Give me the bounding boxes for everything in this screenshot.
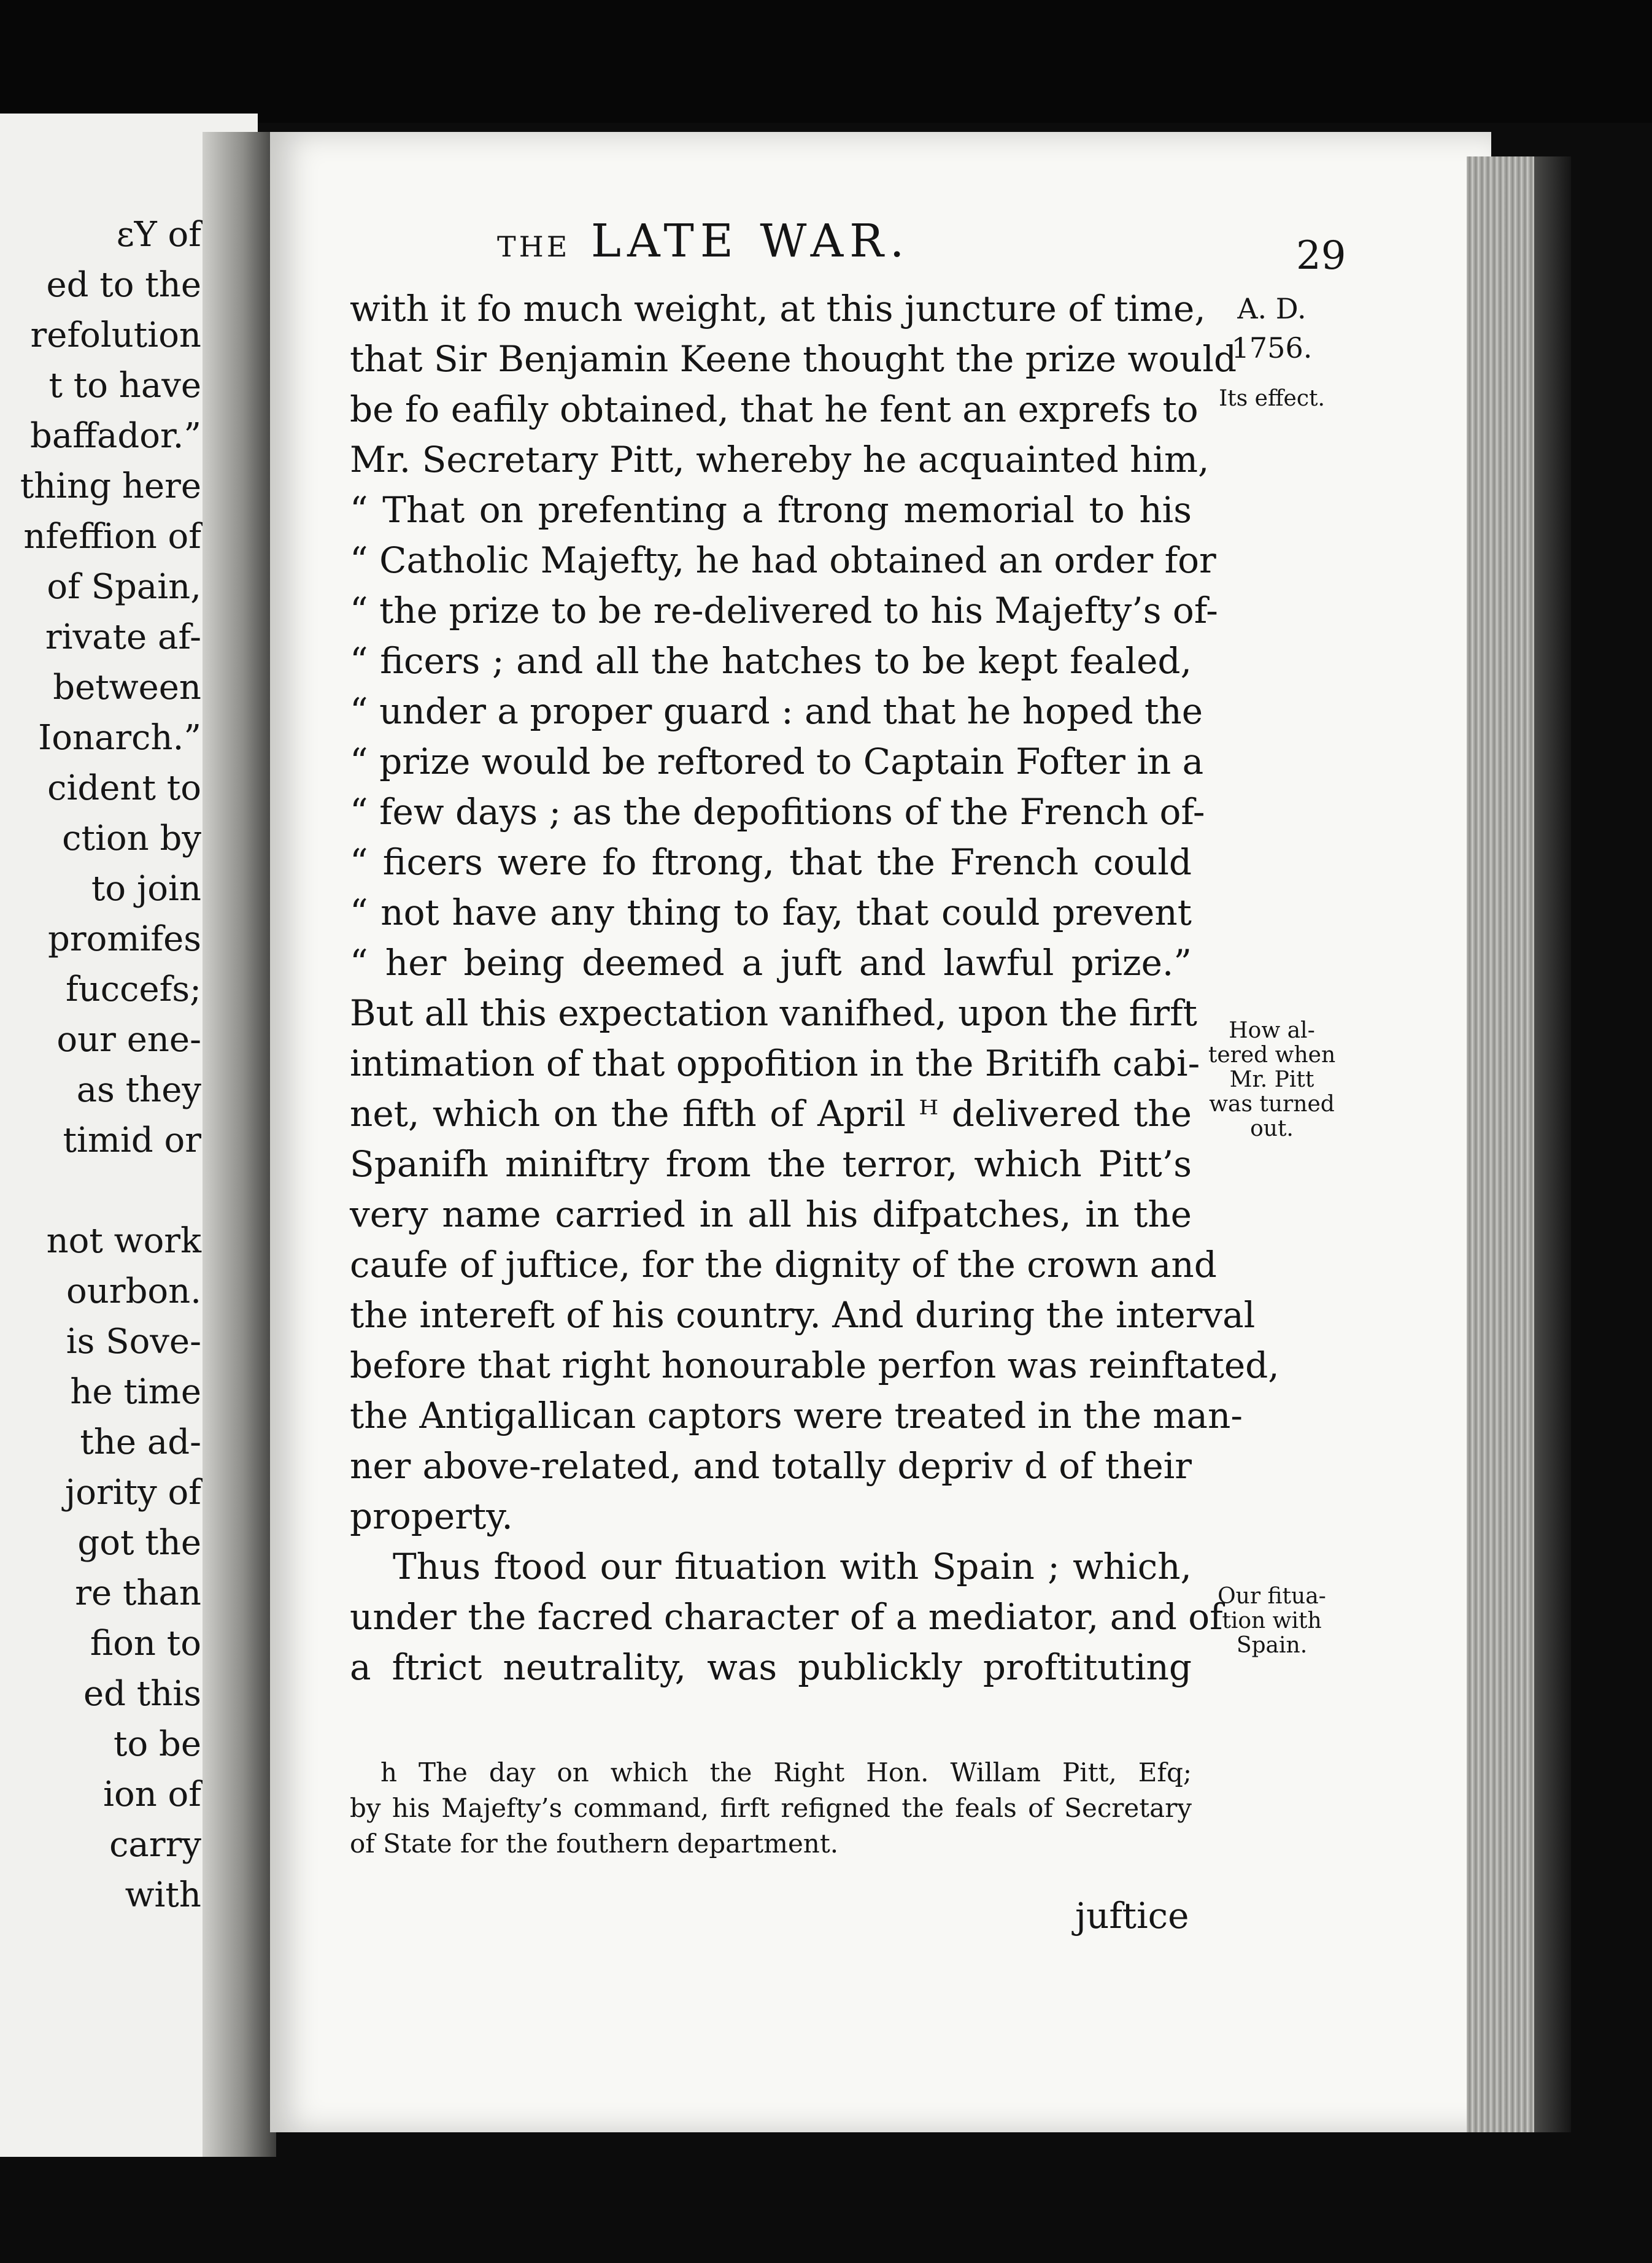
text-line: Spanifh miniftry from the terror, which Pitt’s [350, 1143, 1192, 1185]
text-line: very name carried in all his difpatches, in the [350, 1193, 1192, 1235]
running-head-title: LATE WAR. [590, 215, 911, 268]
catchword: juftice [1075, 1895, 1189, 1937]
marginal-note-line: tered when [1208, 1043, 1336, 1068]
text-line: Mr. Secretary Pitt, whereby he acquainted him, [350, 439, 1210, 480]
left-fragment-line: fuccefs; [66, 970, 201, 1009]
left-fragment-line: Ionarch.” [38, 718, 201, 758]
text-line: ner above-related, and totally depriv d of their [350, 1445, 1192, 1487]
left-fragment-line: to be [113, 1724, 201, 1764]
left-fragment-line: ction by [62, 819, 201, 858]
left-fragment-line: ɛY of [116, 215, 201, 255]
marginal-note-line: tion with [1222, 1608, 1322, 1633]
scan-background [0, 0, 1652, 123]
left-fragment-line: thing here [20, 466, 201, 506]
text-line: that Sir Benjamin Keene thought the prize would [350, 338, 1237, 380]
text-line: property. [350, 1495, 513, 1537]
left-fragment-line: refolution [30, 315, 201, 355]
text-line: “ That on prefenting a ftrong memorial to his [350, 489, 1192, 531]
page-edge [1467, 156, 1534, 2132]
text-line: the Antigallican captors were treated in the man- [350, 1395, 1243, 1436]
marginal-note-line: Mr. Pitt [1229, 1067, 1314, 1092]
text-line: “ not have any thing to fay, that could prevent [350, 892, 1192, 933]
left-fragment-line: not work [46, 1221, 201, 1261]
text-line: be fo eafily obtained, that he fent an exprefs to [350, 388, 1198, 430]
book-cover-edge [1534, 156, 1571, 2132]
marginal-note-line: Our fitua- [1218, 1584, 1326, 1609]
text-line: net, which on the fifth of April ᴴ delivered the [350, 1093, 1192, 1135]
text-line: “ under a proper guard : and that he hoped the [350, 690, 1203, 732]
marginal-note-line: How al- [1229, 1018, 1315, 1043]
left-fragment-line: to join [91, 869, 201, 909]
left-fragment-line: as they [76, 1070, 201, 1110]
left-fragment-line: ed this [83, 1674, 201, 1714]
left-fragment-line: rivate af- [45, 617, 201, 657]
footnote-line: h The day on which the Right Hon. Willam Pitt, Efq; [380, 1757, 1192, 1787]
left-fragment-line: fion to [90, 1624, 201, 1664]
left-fragment-line: ed to the [46, 265, 201, 305]
left-fragment-line: t to have [48, 366, 201, 406]
left-fragment-line: nfeffion of [23, 517, 201, 557]
left-fragment-line: promifes [48, 919, 201, 959]
text-line: But all this expectation vanifhed, upon the firft [350, 992, 1197, 1034]
left-fragment-line: carry [109, 1825, 201, 1865]
page-number: 29 [1296, 233, 1346, 279]
book-gutter [203, 132, 276, 2157]
marginal-note-line: out. [1250, 1116, 1294, 1141]
text-line: Thus ftood our fituation with Spain ; which, [393, 1546, 1192, 1587]
marginal-year-label: A. D. [1237, 292, 1307, 325]
text-line: “ ficers were fo ftrong, that the French could [350, 841, 1192, 883]
text-line: with it fo much weight, at this juncture of time, [350, 288, 1206, 330]
text-line: “ her being deemed a juft and lawful prize.” [350, 942, 1192, 984]
left-fragment-line: baffador.” [29, 416, 201, 456]
text-line: “ the prize to be re-delivered to his Majefty’s of- [350, 590, 1218, 631]
left-fragment-line: cident to [47, 768, 201, 808]
marginal-note-effect: Its effect. [1219, 386, 1325, 411]
text-line: a ftrict neutrality, was publickly proftituting [350, 1646, 1192, 1688]
footnote-line: by his Majefty’s command, firft refigned the feals of Secretary [350, 1793, 1192, 1823]
left-fragment-line: he time [70, 1372, 201, 1412]
marginal-note-line: was turned [1209, 1092, 1335, 1117]
left-fragment-line: of Spain, [47, 567, 201, 607]
text-line: under the facred character of a mediator, and of [350, 1596, 1223, 1638]
text-line: intimation of that oppofition in the Britifh cabi- [350, 1043, 1200, 1084]
text-line: “ Catholic Majefty, he had obtained an order for [350, 539, 1216, 581]
left-fragment-line: the ad- [80, 1422, 201, 1462]
running-head-article: THE [497, 230, 571, 263]
left-fragment-line: timid or [63, 1120, 201, 1160]
footnote-line: of State for the fouthern department. [350, 1829, 839, 1859]
text-line: “ ficers ; and all the hatches to be kept fealed, [350, 640, 1192, 682]
left-fragment-line: ourbon. [66, 1271, 201, 1311]
left-fragment-line: between [53, 668, 201, 707]
text-line: “ few days ; as the depofitions of the French of- [350, 791, 1205, 833]
text-line: before that right honourable perfon was reinftated, [350, 1344, 1280, 1386]
marginal-note-line: Spain. [1236, 1633, 1308, 1658]
left-fragment-line: re than [75, 1573, 201, 1613]
text-line: the intereft of his country. And during the interval [350, 1294, 1256, 1336]
text-line: caufe of juftice, for the dignity of the crown and [350, 1244, 1217, 1286]
left-fragment-line: got the [77, 1523, 201, 1563]
left-fragment-line: ion of [103, 1775, 201, 1814]
left-fragment-line: jority of [64, 1473, 201, 1513]
text-line: “ prize would be reftored to Captain Fofter in a [350, 741, 1204, 782]
left-fragment-line: is Sove- [66, 1322, 201, 1362]
running-head [497, 215, 910, 268]
marginal-year: 1756. [1231, 331, 1313, 364]
footnote [350, 1755, 1192, 1862]
left-fragment-line: with [125, 1875, 201, 1915]
left-fragment-line: our ene- [56, 1020, 201, 1060]
